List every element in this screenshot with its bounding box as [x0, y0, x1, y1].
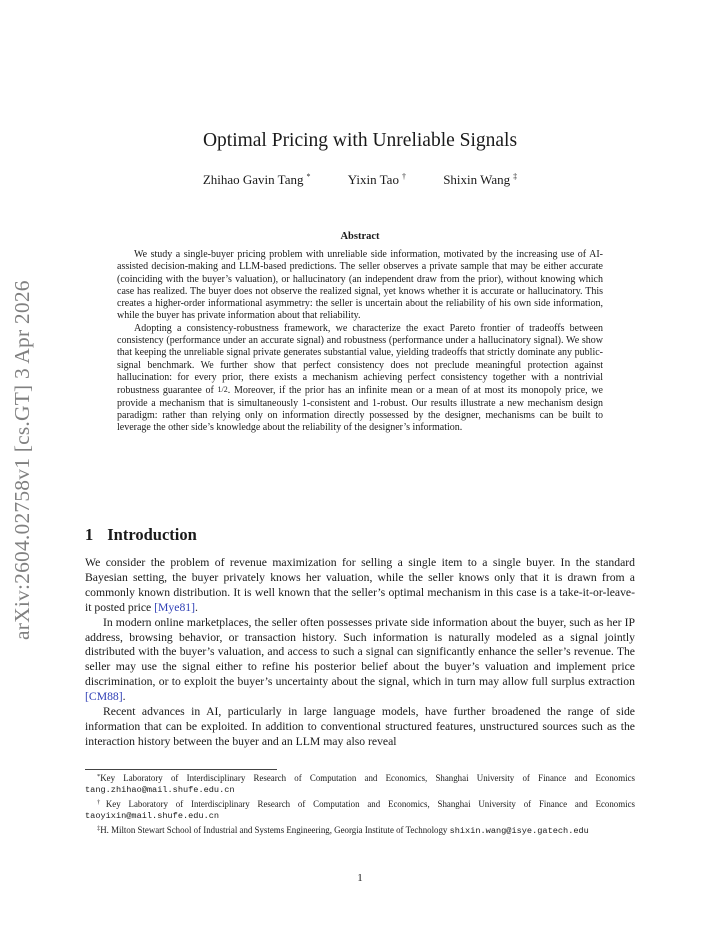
intro-paragraph-2-text: In modern online marketplaces, the seller often possesses private side information about the buyer, such as her IP address, browsing behavior, or transaction history. Such information is naturally modeled as a signal jointly distributed with the buyer’s valuation, and access to such a signal can significantly enhance the seller’s revenue. The seller may use the signal either to refine his posterior belief about the buyer’s valuation and implement price discrimination, or to exploit the buyer’s uncertainty about the signal, which in turn may allow full surplus extraction — [85, 615, 635, 689]
footnote-2-mark: † — [97, 798, 106, 806]
author-1-name: Zhihao Gavin Tang — [202, 172, 304, 187]
author-3 — [443, 172, 517, 188]
intro-paragraph-2-end: . — [122, 690, 126, 704]
abstract-paragraph-1: We study a single-buyer pricing problem with unreliable side information, motivated by the increasing use of AI-assisted decision-making and LLM-based predictions. The seller observes a private sample that may be either accurate (coinciding with the buyer’s valuation), or hallucinatory (an independent draw from the prior), without knowing which case has realized. The buyer does not observe the realized signal, yet knows whether it is accurate or hallucinatory. This creates a higher-order informational asymmetry: the seller is uncertain about the reliability of his own side information, while the buyer has private information about that reliability. — [117, 249, 603, 322]
section-heading-introduction — [85, 525, 197, 545]
footnotes — [85, 771, 635, 837]
footnote-1 — [85, 771, 635, 797]
introduction-body — [85, 556, 635, 750]
section-number: 1 — [85, 525, 94, 544]
abstract-paragraph-2-part-b: . Moreover, if the prior has an infinite mean or a mean of at most its monopoly price, we provide a mechanism that is simultaneously 1-consistent and 1-robust. Our results illustrate a new mechanism design paradigm: rather than relying only on information directly possessed by the designer, mechanisms can be built to leverage the other side’s knowledge about the reliability of the designer’s information. — [117, 385, 603, 434]
section-title: Introduction — [107, 525, 197, 544]
intro-paragraph-1-end: . — [195, 600, 198, 614]
footnote-1-email[interactable]: tang.zhihao@mail.shufe.edu.cn — [85, 785, 235, 796]
footnote-2-text: Key Laboratory of Interdisciplinary Research of Computation and Economics, Shanghai University of Finance and Economics — [105, 798, 635, 809]
author-2 — [348, 172, 406, 188]
footnote-2 — [85, 797, 635, 823]
footnote-3-email[interactable]: shixin.wang@isye.gatech.edu — [449, 825, 589, 836]
abstract-paragraph-2-part-a: Adopting a consistency-robustness framework, we characterize the exact Pareto frontier of tradeoffs between consistency (performance under an accurate signal) and robustness (performance under a hallucinatory signal). We show that keeping the unreliable signal private generates substantial value, yielding tradeoffs that strictly dominate any public-signal benchmark. We further show that perfect consistency does not preclude meaningful protection against hallucination: for every prior, there exists a mechanism achieving perfect consistency together with a nontrivial robustness guarantee of — [117, 322, 603, 397]
intro-paragraph-2 — [85, 616, 635, 705]
author-2-mark: † — [401, 172, 406, 181]
footnote-1-mark: * — [97, 773, 101, 780]
intro-paragraph-1 — [85, 556, 635, 616]
author-1 — [203, 172, 311, 188]
abstract-body — [117, 249, 603, 434]
footnote-divider — [85, 769, 277, 770]
paper-title: Optimal Pricing with Unreliable Signals — [202, 130, 518, 151]
abstract-paragraph-2 — [117, 323, 603, 435]
intro-paragraph-1-text: We consider the problem of revenue maximization for selling a single item to a single buyer. In the standard Bayesian setting, the buyer privately knows her valuation, while the seller knows only that it is drawn from a commonly known distribution. It is well known that the seller’s optimal mechanism in this case is a take-it-or-leave-it posted price — [85, 556, 635, 614]
intro-paragraph-3: Recent advances in AI, particularly in large language models, have further broadened the range of side information that can be exploited. In addition to conventional structured features, unstructured sources such as the interaction history between the buyer and an LLM may also reveal — [85, 705, 635, 748]
author-1-mark: * — [306, 172, 311, 181]
footnote-1-text: Key Laboratory of Interdisciplinary Research of Computation and Economics, Shanghai University of Finance and Economics — [100, 773, 635, 783]
footnote-3-mark: ‡ — [97, 824, 101, 832]
author-3-name: Shixin Wang — [443, 172, 511, 187]
citation-link-mye81[interactable]: [Mye81] — [154, 600, 196, 614]
footnote-2-email[interactable]: taoyixin@mail.shufe.edu.cn — [85, 811, 220, 822]
author-2-name: Yixin Tao — [347, 172, 399, 187]
robustness-fraction: 1/2 — [217, 385, 228, 395]
author-list — [0, 172, 720, 188]
page-number: 1 — [357, 872, 363, 884]
footnote-3 — [85, 823, 635, 837]
author-3-mark: ‡ — [513, 172, 518, 181]
footnote-3-text: H. Milton Stewart School of Industrial and Systems Engineering, Georgia Institute of Technology — [100, 824, 450, 835]
abstract-heading: Abstract — [340, 231, 380, 242]
citation-link-cm88[interactable]: [CM88] — [85, 690, 123, 704]
arxiv-identifier-stamp: arXiv:2604.02758v1 [cs.GT] 3 Apr 2026 — [10, 280, 34, 640]
